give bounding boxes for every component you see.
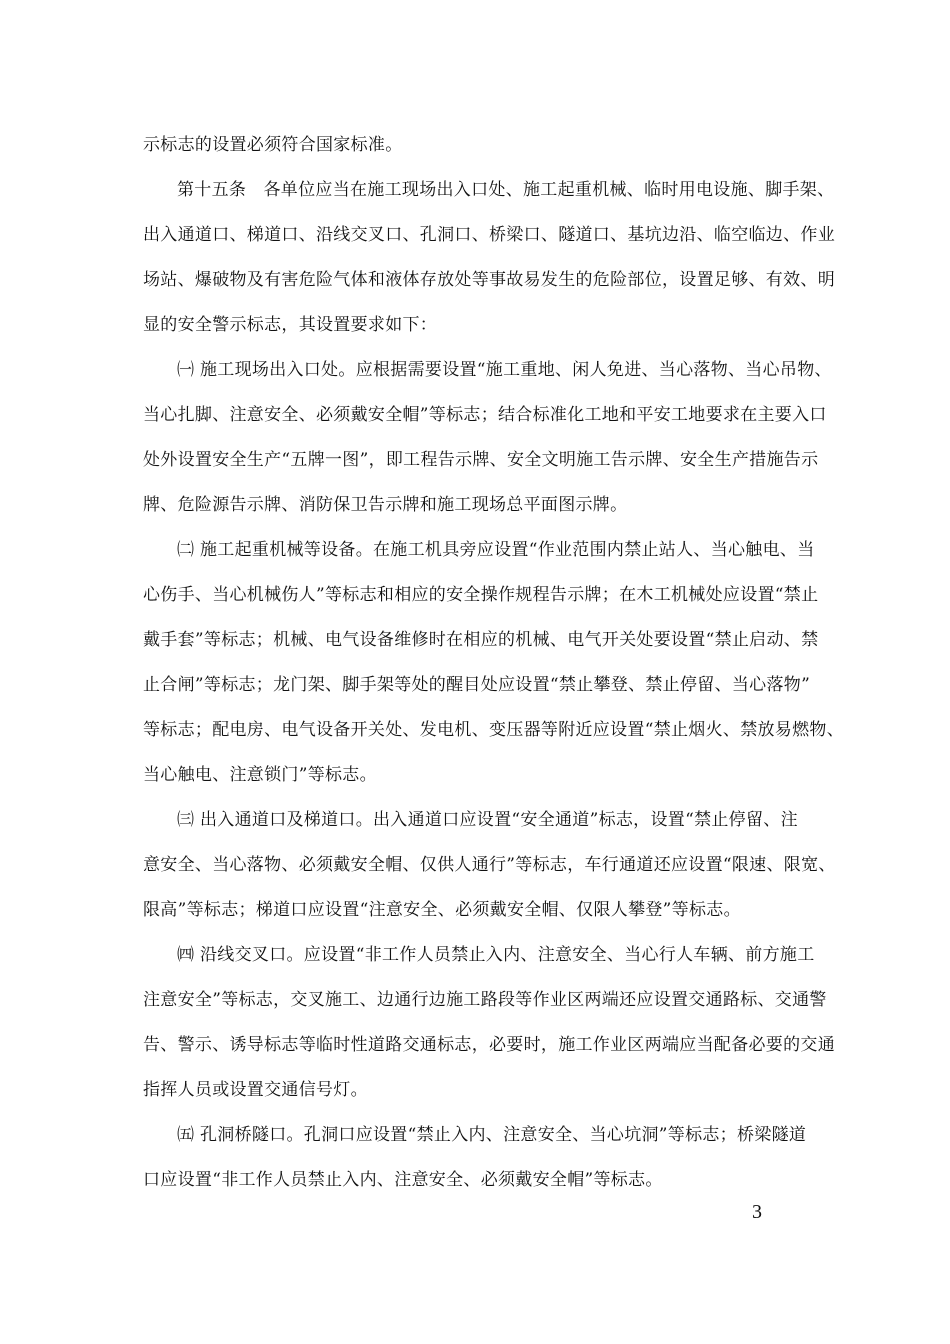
page-number: 3	[752, 1201, 762, 1223]
text-line: ㈡ 施工起重机械等设备。在施工机具旁应设置“作业范围内禁止站人、当心触电、当	[177, 540, 815, 560]
text-line: 示标志的设置必须符合国家标准。	[143, 135, 403, 155]
text-line: 告、警示、诱导标志等临时性道路交通标志，必要时，施工作业区两端应当配备必要的交通	[143, 1035, 835, 1055]
text-line: 显的安全警示标志，其设置要求如下：	[143, 315, 438, 335]
text-line: 注意安全”等标志，交叉施工、边通行边施工路段等作业区两端还应设置交通路标、交通警	[143, 990, 827, 1010]
text-line: 牌、危险源告示牌、消防保卫告示牌和施工现场总平面图示牌。	[143, 495, 628, 515]
text-line: 当心扎脚、注意安全、必须戴安全帽”等标志；结合标准化工地和平安工地要求在主要入口	[143, 405, 827, 425]
text-line: 当心触电、注意锁门”等标志。	[143, 765, 377, 785]
text-line: 处外设置安全生产“五牌一图”，即工程告示牌、安全文明施工告示牌、安全生产措施告示	[143, 450, 819, 470]
text-line: 止合闸”等标志；龙门架、脚手架等处的醒目处应设置“禁止攀登、禁止停留、当心落物”	[143, 675, 811, 695]
text-line: 第十五条 各单位应当在施工现场出入口处、施工起重机械、临时用电设施、脚手架、	[177, 180, 835, 200]
text-line: ㈢ 出入通道口及梯道口。出入通道口应设置“安全通道”标志，设置“禁止停留、注	[177, 810, 798, 830]
text-line: ㈠ 施工现场出入口处。应根据需要设置“施工重地、闲人免进、当心落物、当心吊物、	[177, 360, 832, 380]
text-line: ㈣ 沿线交叉口。应设置“非工作人员禁止入内、注意安全、当心行人车辆、前方施工	[177, 945, 815, 965]
text-line: 戴手套”等标志；机械、电气设备维修时在相应的机械、电气开关处要设置“禁止启动、禁	[143, 630, 819, 650]
text-line: ㈤ 孔洞桥隧口。孔洞口应设置“禁止入内、注意安全、当心坑洞”等标志；桥梁隧道	[177, 1125, 807, 1145]
text-line: 口应设置“非工作人员禁止入内、注意安全、必须戴安全帽”等标志。	[143, 1170, 663, 1190]
text-line: 心伤手、当心机械伤人”等标志和相应的安全操作规程告示牌；在木工机械处应设置“禁止	[143, 585, 819, 605]
text-line: 指挥人员或设置交通信号灯。	[143, 1080, 368, 1100]
text-line: 限高”等标志；梯道口应设置“注意安全、必须戴安全帽、仅限人攀登”等标志。	[143, 900, 741, 920]
text-line: 意安全、当心落物、必须戴安全帽、仅供人通行”等标志，车行通道还应设置“限速、限宽、	[143, 855, 836, 875]
text-line: 等标志；配电房、电气设备开关处、发电机、变压器等附近应设置“禁止烟火、禁放易燃物、	[143, 720, 844, 740]
text-line: 出入通道口、梯道口、沿线交叉口、孔洞口、桥梁口、隧道口、基坑边沿、临空临边、作业	[143, 225, 835, 245]
text-line: 场站、爆破物及有害危险气体和液体存放处等事故易发生的危险部位，设置足够、有效、明	[143, 270, 835, 290]
